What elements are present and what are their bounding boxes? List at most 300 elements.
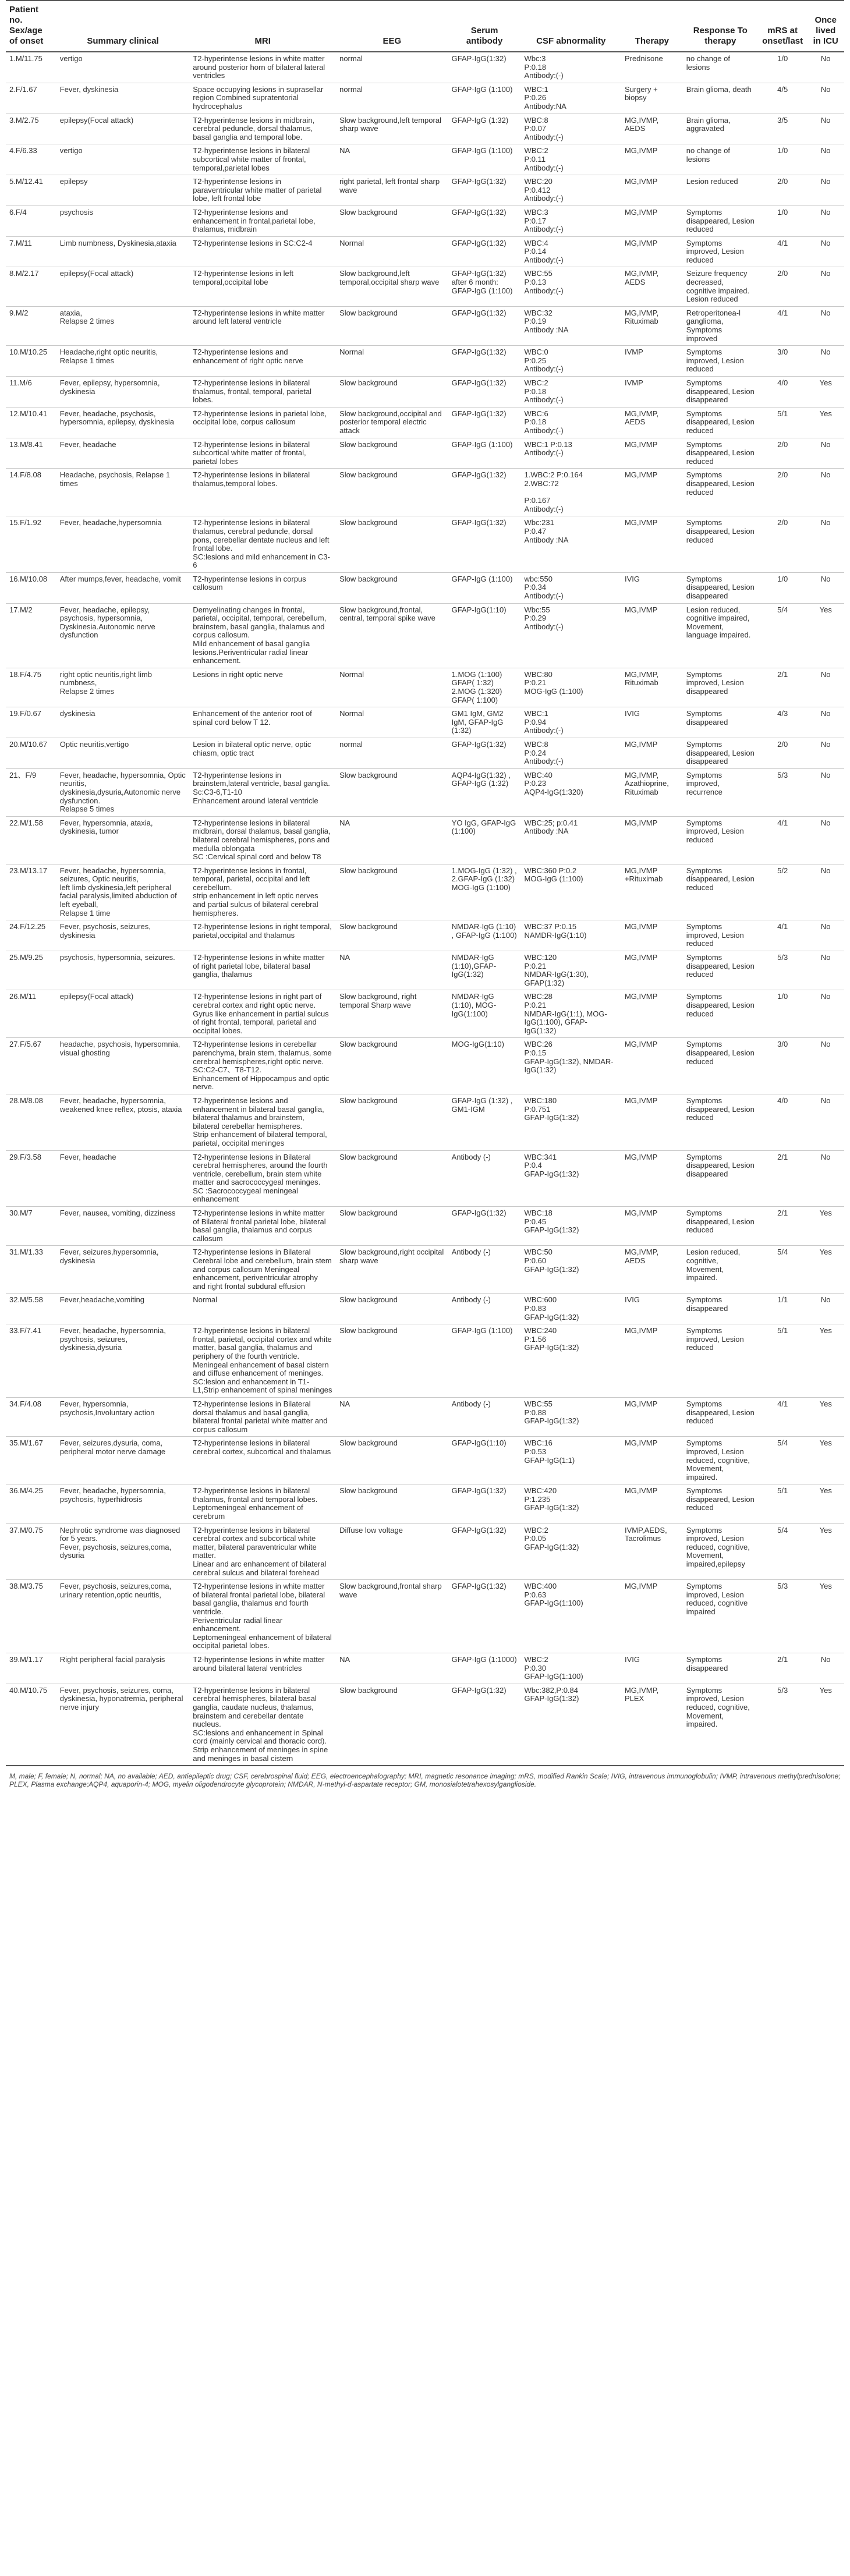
cell-icu: No	[807, 816, 844, 864]
cell-icu: No	[807, 516, 844, 573]
header-therapy: Therapy	[621, 1, 683, 52]
cell-serum-antibody: YO IgG, GFAP-IgG (1:100)	[448, 816, 521, 864]
cell-eeg: Slow background	[336, 377, 448, 408]
cell-therapy: MG,IVMP	[621, 951, 683, 990]
cell-response: Symptoms disappeared, Lesion disappeared	[683, 377, 758, 408]
cell-mrs: 2/0	[758, 267, 808, 306]
cell-mri: Space occupying lesions in suprasellar region Combined supratentorial hydrocephalus	[189, 83, 336, 114]
cell-mrs: 5/3	[758, 951, 808, 990]
cell-csf: Wbc:231 P:0.47 Antibody :NA	[521, 516, 621, 573]
cell-icu: No	[807, 83, 844, 114]
cell-patient: 39.M/1.17	[6, 1653, 56, 1684]
cell-serum-antibody: GFAP-IgG(1:32)	[448, 738, 521, 768]
cell-icu: No	[807, 951, 844, 990]
cell-response: Symptoms disappeared, Lesion reduced	[683, 1094, 758, 1150]
cell-therapy: MG,IVMP	[621, 144, 683, 175]
cell-csf: WBC:8 P:0.07 Antibody:(-)	[521, 114, 621, 144]
cell-response: Symptoms improved, Lesion reduced	[683, 346, 758, 377]
cell-mri: Demyelinating changes in frontal, parietal, occipital, temporal, cerebellum, brainstem, basal ganglia, thalamus and corpus callosum. Mild enhancement of basal ganglia lesions.Periventricular radial linear enhancement.	[189, 603, 336, 668]
cell-mri: T2-hyperintense lesions in white matter of bilateral frontal parietal lobe, bilateral basal ganglia, thalamus and fourth ventricle. Periventricular radial linear enhancement. Leptomeningeal enhancement of bilateral occipital parietal lobes.	[189, 1580, 336, 1653]
cell-mrs: 5/1	[758, 1484, 808, 1523]
cell-therapy: IVMP	[621, 346, 683, 377]
cell-eeg: Slow background	[336, 1150, 448, 1207]
cell-serum-antibody: NMDAR-IgG (1:10),GFAP-IgG(1:32)	[448, 951, 521, 990]
cell-patient: 30.M/7	[6, 1207, 56, 1246]
cell-therapy: Prednisone	[621, 52, 683, 83]
cell-mri: T2-hyperintense lesions in bilateral cerebral cortex and subcortical white matter, bilateral paraventricular white matter. Linear and arc enhancement of bilateral cerebral sulcus and bilateral forehead	[189, 1523, 336, 1580]
cell-response: Symptoms improved, recurrence	[683, 768, 758, 816]
cell-summary-clinical: dyskinesia	[56, 707, 190, 738]
cell-therapy: MG,IVMP	[621, 816, 683, 864]
cell-serum-antibody: GM1 IgM, GM2 IgM, GFAP-IgG (1:32)	[448, 707, 521, 738]
cell-summary-clinical: Fever, nausea, vomiting, dizziness	[56, 1207, 190, 1246]
cell-eeg: Slow background	[336, 1038, 448, 1094]
cell-patient: 15.F/1.92	[6, 516, 56, 573]
cell-serum-antibody: GFAP-IgG(1:32)	[448, 52, 521, 83]
cell-patient: 9.M/2	[6, 306, 56, 345]
cell-mrs: 4/1	[758, 236, 808, 267]
table-row	[6, 1246, 844, 1294]
cell-summary-clinical: epilepsy(Focal attack)	[56, 990, 190, 1038]
cell-therapy: MG,IVMP	[621, 516, 683, 573]
cell-serum-antibody: Antibody (-)	[448, 1246, 521, 1294]
header-mri: MRI	[189, 1, 336, 52]
cell-serum-antibody: GFAP-IgG (1:100)	[448, 1324, 521, 1398]
table-row	[6, 516, 844, 573]
cell-mri: T2-hyperintense lesions in left temporal,occipital lobe	[189, 267, 336, 306]
cell-summary-clinical: Fever, headache, hypersomnia, weakened knee reflex, ptosis, ataxia	[56, 1094, 190, 1150]
cell-mri: T2-hyperintense lesions and enhancement in frontal,parietal lobe, thalamus, midbrain	[189, 205, 336, 236]
cell-mri: T2-hyperintense lesions in frontal, temporal, parietal, occipital and left cerebellum. strip enhancement in left optic nerves and partial sulcus of bilateral cerebral hemispheres.	[189, 864, 336, 920]
cell-mri: Lesions in right optic nerve	[189, 668, 336, 707]
cell-icu: No	[807, 267, 844, 306]
cell-eeg: Slow background,left temporal,occipital sharp wave	[336, 267, 448, 306]
cell-patient: 3.M/2.75	[6, 114, 56, 144]
cell-mrs: 2/1	[758, 668, 808, 707]
cell-mrs: 1/0	[758, 144, 808, 175]
cell-mrs: 5/4	[758, 1246, 808, 1294]
cell-mrs: 4/1	[758, 920, 808, 951]
header-patient-no: Patient no. Sex/age of onset	[6, 1, 56, 52]
cell-mrs: 3/0	[758, 346, 808, 377]
cell-eeg: NA	[336, 816, 448, 864]
cell-patient: 21、F/9	[6, 768, 56, 816]
cell-therapy: MG,IVMP +Rituximab	[621, 864, 683, 920]
table-row	[6, 738, 844, 768]
cell-response: Symptoms disappeared, Lesion reduced	[683, 1038, 758, 1094]
cell-summary-clinical: Fever, epilepsy, hypersomnia, dyskinesia	[56, 377, 190, 408]
cell-eeg: Slow background	[336, 1324, 448, 1398]
cell-patient: 7.M/11	[6, 236, 56, 267]
cell-eeg: normal	[336, 52, 448, 83]
cell-mrs: 4/5	[758, 83, 808, 114]
cell-icu: No	[807, 236, 844, 267]
cell-eeg: Slow background, right temporal Sharp wave	[336, 990, 448, 1038]
cell-csf: WBC:0 P:0.25 Antibody:(-)	[521, 346, 621, 377]
cell-mri: T2-hyperintense lesions in bilateral subcortical white matter of frontal, temporal,parietal lobes	[189, 144, 336, 175]
cell-serum-antibody: GFAP-IgG(1:32)	[448, 516, 521, 573]
cell-mri: T2-hyperintense lesions in parietal lobe, occipital lobe, corpus callosum	[189, 407, 336, 438]
cell-mri: T2-hyperintense lesions in paraventricular white matter of parietal lobe, left frontal lobe	[189, 175, 336, 206]
cell-mrs: 1/1	[758, 1294, 808, 1324]
cell-csf: WBC:4 P:0.14 Antibody:(-)	[521, 236, 621, 267]
cell-patient: 29.F/3.58	[6, 1150, 56, 1207]
cell-serum-antibody: Antibody (-)	[448, 1150, 521, 1207]
cell-patient: 4.F/6.33	[6, 144, 56, 175]
cell-eeg: Slow background,frontal sharp wave	[336, 1580, 448, 1653]
cell-serum-antibody: GFAP-IgG(1:32) after 6 month: GFAP-IgG (1:100)	[448, 267, 521, 306]
cell-csf: WBC:28 P:0.21 NMDAR-IgG(1:1), MOG-IgG(1:100), GFAP-IgG(1:32)	[521, 990, 621, 1038]
cell-summary-clinical: Optic neuritis,vertigo	[56, 738, 190, 768]
cell-icu: No	[807, 1294, 844, 1324]
cell-icu: No	[807, 572, 844, 603]
cell-mrs: 2/1	[758, 1150, 808, 1207]
cell-icu: Yes	[807, 603, 844, 668]
cell-mrs: 4/0	[758, 377, 808, 408]
cell-eeg: Slow background	[336, 1484, 448, 1523]
header-icu: Once lived in ICU	[807, 1, 844, 52]
cell-icu: No	[807, 346, 844, 377]
cell-eeg: Slow background	[336, 864, 448, 920]
cell-mrs: 2/0	[758, 175, 808, 206]
cell-icu: Yes	[807, 1246, 844, 1294]
cell-response: Symptoms disappeared	[683, 1653, 758, 1684]
cell-response: Symptoms improved, Lesion reduced, cognitive impaired	[683, 1580, 758, 1653]
cell-mrs: 5/2	[758, 864, 808, 920]
cell-patient: 5.M/12.41	[6, 175, 56, 206]
cell-mrs: 1/0	[758, 205, 808, 236]
cell-eeg: Slow background	[336, 205, 448, 236]
cell-eeg: Slow background	[336, 438, 448, 469]
cell-patient: 13.M/8.41	[6, 438, 56, 469]
cell-mrs: 5/4	[758, 1437, 808, 1484]
cell-patient: 14.F/8.08	[6, 469, 56, 516]
cell-response: Symptoms disappeared, Lesion reduced	[683, 990, 758, 1038]
cell-therapy: MG,IVMP	[621, 1397, 683, 1436]
cell-icu: Yes	[807, 407, 844, 438]
table-row	[6, 990, 844, 1038]
cell-summary-clinical: Fever, dyskinesia	[56, 83, 190, 114]
cell-patient: 31.M/1.33	[6, 1246, 56, 1294]
cell-mrs: 1/0	[758, 572, 808, 603]
cell-therapy: IVIG	[621, 572, 683, 603]
cell-therapy: MG,IVMP, Rituximab	[621, 306, 683, 345]
cell-summary-clinical: Fever, headache, hypersomnia, psychosis, hyperhidrosis	[56, 1484, 190, 1523]
cell-therapy: MG,IVMP, Rituximab	[621, 668, 683, 707]
cell-mrs: 2/0	[758, 738, 808, 768]
table-footnote: M, male; F, female; N, normal; NA, no available; AED, antiepileptic drug; CSF, cerebrospinal fluid; EEG, electroencephalography; MRI, magnetic resonance imaging; mRS, modified Rankin Scale; IVIG, intravenous immunoglobulin; IVMP, intravenous methylprednisolone; PLEX, Plasma exchange;AQP4, aquaporin-4; MOG, myelin oligodendrocyte glycoprotein; NMDAR, N-methyl-d-aspartate receptor; GM, monosialotetrahexosylganglioside.	[9, 1772, 841, 1789]
table-row	[6, 707, 844, 738]
cell-mri: T2-hyperintense lesions in bilateral frontal, parietal, occipital cortex and white matter, basal ganglia, thalamus and periphery of the fourth ventricle. Meningeal enhancement of basal cistern and diffuse enhancement of meninges. SC:lesion and enhancement in T1-L1,Strip enhancement of spinal meninges	[189, 1324, 336, 1398]
cell-csf: WBC:2 P:0.11 Antibody:(-)	[521, 144, 621, 175]
cell-summary-clinical: headache, psychosis, hypersomnia, visual ghosting	[56, 1038, 190, 1094]
header-response: Response To therapy	[683, 1, 758, 52]
cell-therapy: IVIG	[621, 1653, 683, 1684]
cell-response: Symptoms disappeared, Lesion disappeared	[683, 1150, 758, 1207]
cell-patient: 6.F/4	[6, 205, 56, 236]
cell-patient: 36.M/4.25	[6, 1484, 56, 1523]
cell-csf: WBC:32 P:0.19 Antibody :NA	[521, 306, 621, 345]
table-row	[6, 1484, 844, 1523]
cell-csf: WBC:1 P:0.94 Antibody:(-)	[521, 707, 621, 738]
cell-mri: T2-hyperintense lesions in bilateral thalamus, frontal and temporal lobes. Leptomeningeal enhancement of cerebrum	[189, 1484, 336, 1523]
cell-eeg: Slow background	[336, 1294, 448, 1324]
cell-serum-antibody: GFAP-IgG(1:32)	[448, 236, 521, 267]
cell-therapy: MG,IVMP	[621, 603, 683, 668]
cell-csf: WBC:120 P:0.21 NMDAR-IgG(1:30), GFAP(1:32)	[521, 951, 621, 990]
cell-csf: WBC:2 P:0.30 GFAP-IgG(1:100)	[521, 1653, 621, 1684]
cell-csf: 1.WBC:2 P:0.164 2.WBC:72 P:0.167 Antibody:(-)	[521, 469, 621, 516]
cell-summary-clinical: vertigo	[56, 52, 190, 83]
table-row	[6, 83, 844, 114]
cell-csf: WBC:2 P:0.18 Antibody:(-)	[521, 377, 621, 408]
cell-therapy: MG,IVMP	[621, 438, 683, 469]
cell-patient: 8.M/2.17	[6, 267, 56, 306]
cell-serum-antibody: GFAP-IgG(1:32)	[448, 1580, 521, 1653]
cell-summary-clinical: Fever, headache, psychosis, hypersomnia, epilepsy, dyskinesia	[56, 407, 190, 438]
header-mrs: mRS at onset/last	[758, 1, 808, 52]
cell-summary-clinical: Fever, headache	[56, 438, 190, 469]
cell-mri: T2-hyperintense lesions in bilateral thalamus,temporal lobes.	[189, 469, 336, 516]
cell-therapy: Surgery + biopsy	[621, 83, 683, 114]
cell-therapy: MG,IVMP, AEDS	[621, 1246, 683, 1294]
cell-summary-clinical: Limb numbness, Dyskinesia,ataxia	[56, 236, 190, 267]
table-header-row	[6, 1, 844, 52]
table-row	[6, 469, 844, 516]
cell-therapy: IVIG	[621, 707, 683, 738]
table-row	[6, 1397, 844, 1436]
table-row	[6, 1684, 844, 1766]
cell-patient: 11.M/6	[6, 377, 56, 408]
table-row	[6, 306, 844, 345]
cell-mri: T2-hyperintense lesions in white matter of right parietal lobe, bilateral basal ganglia, thalamus	[189, 951, 336, 990]
cell-patient: 23.M/13.17	[6, 864, 56, 920]
cell-mrs: 4/3	[758, 707, 808, 738]
cell-summary-clinical: Nephrotic syndrome was diagnosed for 5 years. Fever, psychosis, seizures,coma, dysuria	[56, 1523, 190, 1580]
cell-serum-antibody: Antibody (-)	[448, 1294, 521, 1324]
cell-icu: No	[807, 114, 844, 144]
cell-serum-antibody: Antibody (-)	[448, 1397, 521, 1436]
header-eeg: EEG	[336, 1, 448, 52]
cell-patient: 32.M/5.58	[6, 1294, 56, 1324]
cell-icu: Yes	[807, 1523, 844, 1580]
cell-serum-antibody: NMDAR-IgG (1:10), MOG-IgG(1:100)	[448, 990, 521, 1038]
cell-serum-antibody: NMDAR-IgG (1:10) , GFAP-IgG (1:100)	[448, 920, 521, 951]
cell-patient: 2.F/1.67	[6, 83, 56, 114]
cell-csf: WBC:240 P:1.56 GFAP-IgG(1:32)	[521, 1324, 621, 1398]
cell-serum-antibody: GFAP-IgG (1:100)	[448, 144, 521, 175]
cell-csf: WBC:26 P:0.15 GFAP-IgG(1:32), NMDAR-IgG(1:32)	[521, 1038, 621, 1094]
cell-mri: T2-hyperintense lesions in bilateral thalamus, frontal, temporal, parietal lobes.	[189, 377, 336, 408]
cell-icu: No	[807, 707, 844, 738]
cell-mri: T2-hyperintense lesions in bilateral subcortical white matter of frontal, parietal lobes	[189, 438, 336, 469]
cell-eeg: NA	[336, 1653, 448, 1684]
cell-csf: WBC:180 P:0.751 GFAP-IgG(1:32)	[521, 1094, 621, 1150]
cell-serum-antibody: GFAP-IgG(1:32)	[448, 407, 521, 438]
cell-response: Symptoms disappeared, Lesion reduced	[683, 1207, 758, 1246]
cell-therapy: MG,IVMP	[621, 175, 683, 206]
cell-icu: Yes	[807, 1484, 844, 1523]
cell-eeg: Slow background	[336, 469, 448, 516]
cell-serum-antibody: GFAP-IgG(1:32)	[448, 1484, 521, 1523]
cell-eeg: Slow background	[336, 1094, 448, 1150]
cell-summary-clinical: psychosis	[56, 205, 190, 236]
cell-eeg: Slow background,frontal, central, temporal spike wave	[336, 603, 448, 668]
cell-therapy: MG,IVMP	[621, 1437, 683, 1484]
cell-response: Brain glioma, aggravated	[683, 114, 758, 144]
cell-patient: 10.M/10.25	[6, 346, 56, 377]
cell-summary-clinical: Headache, psychosis, Relapse 1 times	[56, 469, 190, 516]
cell-eeg: Slow background	[336, 306, 448, 345]
cell-icu: No	[807, 738, 844, 768]
cell-csf: WBC:37 P:0.15 NAMDR-IgG(1:10)	[521, 920, 621, 951]
cell-icu: No	[807, 52, 844, 83]
table-row	[6, 668, 844, 707]
cell-patient: 34.F/4.08	[6, 1397, 56, 1436]
cell-csf: WBC:40 P:0.23 AQP4-IgG(1:320)	[521, 768, 621, 816]
cell-icu: No	[807, 1150, 844, 1207]
cell-therapy: MG,IVMP	[621, 920, 683, 951]
cell-summary-clinical: right optic neuritis,right limb numbness, Relapse 2 times	[56, 668, 190, 707]
cell-mri: T2-hyperintense lesions in corpus callosum	[189, 572, 336, 603]
cell-summary-clinical: ataxia, Relapse 2 times	[56, 306, 190, 345]
cell-csf: WBC:20 P:0.412 Antibody:(-)	[521, 175, 621, 206]
cell-serum-antibody: 1.MOG-IgG (1:32) , 2.GFAP-IgG (1:32) MOG-IgG (1:100)	[448, 864, 521, 920]
cell-patient: 18.F/4.75	[6, 668, 56, 707]
cell-icu: No	[807, 144, 844, 175]
cell-icu: No	[807, 990, 844, 1038]
cell-icu: Yes	[807, 1324, 844, 1398]
cell-response: no change of lesions	[683, 144, 758, 175]
cell-mri: T2-hyperintense lesions in right part of cerebral cortex and right optic nerve. Gyrus like enhancement in partial sulcus of right frontal, temporal, parietal and occipital lobes.	[189, 990, 336, 1038]
cell-summary-clinical: After mumps,fever, headache, vomit	[56, 572, 190, 603]
cell-mri: T2-hyperintense lesions in white matter around left lateral ventricle	[189, 306, 336, 345]
cell-csf: WBC:50 P:0.60 GFAP-IgG(1:32)	[521, 1246, 621, 1294]
cell-serum-antibody: AQP4-IgG(1:32) , GFAP-IgG (1:32)	[448, 768, 521, 816]
cell-therapy: MG,IVMP, AEDS	[621, 267, 683, 306]
cell-summary-clinical: epilepsy(Focal attack)	[56, 267, 190, 306]
cell-summary-clinical: epilepsy(Focal attack)	[56, 114, 190, 144]
cell-response: Symptoms disappeared, Lesion reduced	[683, 951, 758, 990]
cell-therapy: MG,IVMP, Azathioprine, Rituximab	[621, 768, 683, 816]
cell-mrs: 3/5	[758, 114, 808, 144]
cell-mrs: 3/0	[758, 1038, 808, 1094]
cell-eeg: Slow background	[336, 516, 448, 573]
cell-summary-clinical: psychosis, hypersomnia, seizures.	[56, 951, 190, 990]
cell-therapy: MG,IVMP, AEDS	[621, 407, 683, 438]
cell-patient: 19.F/0.67	[6, 707, 56, 738]
header-csf-abnormality: CSF abnormality	[521, 1, 621, 52]
cell-mrs: 5/1	[758, 407, 808, 438]
cell-patient: 17.M/2	[6, 603, 56, 668]
cell-mrs: 2/1	[758, 1207, 808, 1246]
cell-therapy: MG,IVMP	[621, 1150, 683, 1207]
cell-eeg: Slow background	[336, 1684, 448, 1766]
cell-response: Symptoms improved, Lesion reduced, cognitive, Movement, impaired.	[683, 1437, 758, 1484]
cell-summary-clinical: Fever, seizures,hypersomnia, dyskinesia	[56, 1246, 190, 1294]
table-row	[6, 1580, 844, 1653]
cell-patient: 12.M/10.41	[6, 407, 56, 438]
cell-response: Symptoms disappeared, Lesion reduced	[683, 864, 758, 920]
patient-table	[6, 0, 844, 1766]
cell-icu: Yes	[807, 1684, 844, 1766]
cell-summary-clinical: Fever, psychosis, seizures, dyskinesia	[56, 920, 190, 951]
cell-serum-antibody: GFAP-IgG (1:100)	[448, 438, 521, 469]
cell-summary-clinical: Fever, headache, hypersomnia, Optic neuritis, dyskinesia,dysuria,Autonomic nerve dysfunction. Relapse 5 times	[56, 768, 190, 816]
cell-patient: 33.F/7.41	[6, 1324, 56, 1398]
cell-icu: Yes	[807, 1397, 844, 1436]
cell-response: Symptoms disappeared, Lesion reduced	[683, 205, 758, 236]
table-row	[6, 864, 844, 920]
cell-csf: WBC:25; p:0.41 Antibody :NA	[521, 816, 621, 864]
cell-summary-clinical: Fever, hypersomnia, ataxia, dyskinesia, tumor	[56, 816, 190, 864]
table-row	[6, 267, 844, 306]
cell-summary-clinical: Fever, headache, hypersomnia, seizures, Optic neuritis, left limb dyskinesia,left peripheral facial paralysis,limited abduction of left eyeball, Relapse 1 time	[56, 864, 190, 920]
cell-summary-clinical: Fever, headache, epilepsy, psychosis, hypersomnia, Dyskinesia.Autonomic nerve dysfunction	[56, 603, 190, 668]
table-row	[6, 1207, 844, 1246]
cell-mri: T2-hyperintense lesions in bilateral cerebral cortex, subcortical and thalamus	[189, 1437, 336, 1484]
table-row	[6, 1038, 844, 1094]
cell-serum-antibody: GFAP-IgG (1:1000)	[448, 1653, 521, 1684]
table-row	[6, 1150, 844, 1207]
cell-mri: Lesion in bilateral optic nerve, optic chiasm, optic tract	[189, 738, 336, 768]
cell-icu: No	[807, 438, 844, 469]
cell-mrs: 4/1	[758, 306, 808, 345]
cell-mri: T2-hyperintense lesions in Bilateral dorsal thalamus and basal ganglia, bilateral frontal parietal white matter and corpus callosum	[189, 1397, 336, 1436]
cell-response: Symptoms disappeared, Lesion reduced	[683, 469, 758, 516]
table-row	[6, 572, 844, 603]
cell-response: Symptoms disappeared, Lesion reduced	[683, 407, 758, 438]
cell-therapy: MG,IVMP	[621, 738, 683, 768]
cell-csf: WBC:55 P:0.13 Antibody:(-)	[521, 267, 621, 306]
cell-response: Seizure frequency decreased, cognitive impaired. Lesion reduced	[683, 267, 758, 306]
table-row	[6, 1437, 844, 1484]
cell-patient: 38.M/3.75	[6, 1580, 56, 1653]
table-row	[6, 1523, 844, 1580]
cell-summary-clinical: vertigo	[56, 144, 190, 175]
cell-mri: T2-hyperintense lesions in cerebellar parenchyma, brain stem, thalamus, some cerebral hemispheres,right optic nerve. SC:C2-C7、T8-T12. Enhancement of Hippocampus and optic nerve.	[189, 1038, 336, 1094]
cell-eeg: NA	[336, 144, 448, 175]
cell-eeg: Normal	[336, 707, 448, 738]
table-row	[6, 236, 844, 267]
cell-therapy: MG,IVMP	[621, 1580, 683, 1653]
cell-icu: Yes	[807, 377, 844, 408]
cell-csf: WBC:2 P:0.05 GFAP-IgG(1:32)	[521, 1523, 621, 1580]
cell-mri: T2-hyperintense lesions and enhancement of right optic nerve	[189, 346, 336, 377]
cell-patient: 26.M/11	[6, 990, 56, 1038]
cell-icu: No	[807, 864, 844, 920]
cell-eeg: Slow background,occipital and posterior temporal electric attack	[336, 407, 448, 438]
cell-csf: WBC:3 P:0.17 Antibody:(-)	[521, 205, 621, 236]
cell-summary-clinical: Fever, headache,hypersomnia	[56, 516, 190, 573]
cell-eeg: Slow background,right occipital sharp wave	[336, 1246, 448, 1294]
cell-mri: T2-hyperintense lesions in white matter around posterior horn of bilateral lateral ventricles	[189, 52, 336, 83]
cell-icu: No	[807, 306, 844, 345]
cell-response: Symptoms improved, Lesion reduced, cognitive, Movement, impaired,epilepsy	[683, 1523, 758, 1580]
cell-serum-antibody: GFAP-IgG(1:32)	[448, 1523, 521, 1580]
cell-summary-clinical: Fever, headache, hypersomnia, psychosis, seizures, dyskinesia,dysuria	[56, 1324, 190, 1398]
cell-eeg: Slow background	[336, 572, 448, 603]
cell-mrs: 4/1	[758, 816, 808, 864]
cell-mri: T2-hyperintense lesions in brainstem,lateral ventricle, basal ganglia. Sc:C3-6,T1-10 Enhancement around lateral ventricle	[189, 768, 336, 816]
table-row	[6, 144, 844, 175]
cell-serum-antibody: GFAP-IgG(1:32)	[448, 175, 521, 206]
table-body	[6, 52, 844, 1766]
cell-eeg: right parietal, left frontal sharp wave	[336, 175, 448, 206]
cell-csf: Wbc:55 P:0.29 Antibody:(-)	[521, 603, 621, 668]
cell-response: Lesion reduced, cognitive, Movement, impaired.	[683, 1246, 758, 1294]
cell-eeg: Normal	[336, 346, 448, 377]
